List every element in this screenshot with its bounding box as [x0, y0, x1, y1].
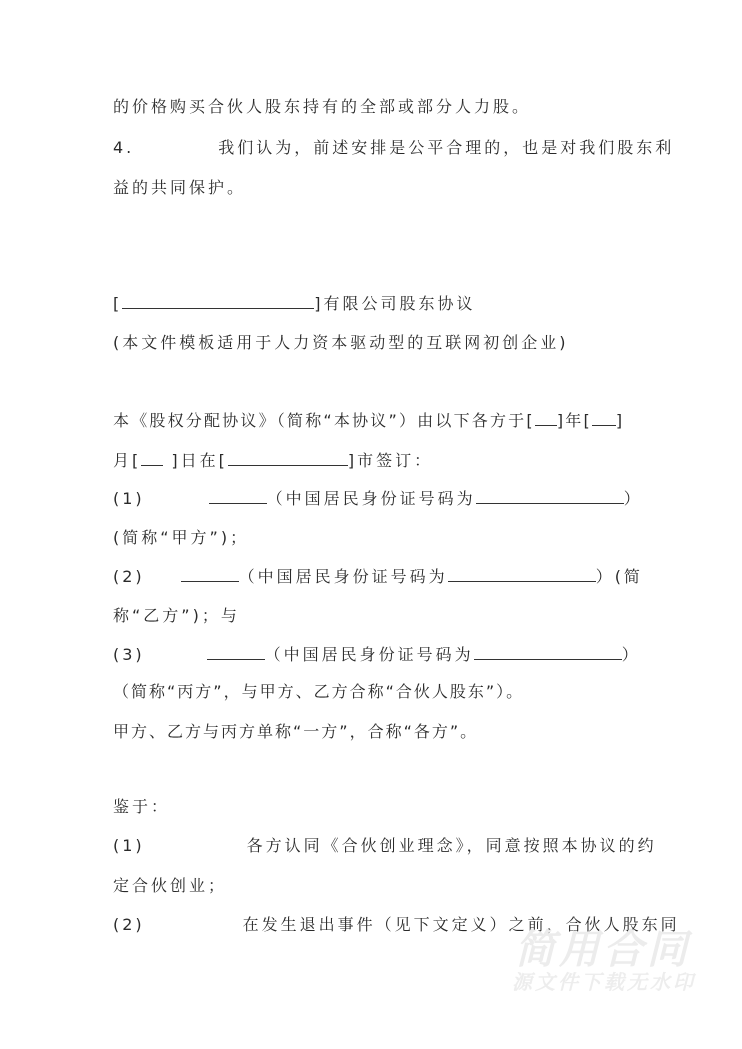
- company-name-blank[interactable]: [122, 293, 314, 309]
- paragraph-text: 我们认为，前述安排是公平合理的，也是对我们股东利: [218, 138, 675, 157]
- party-3-id-blank[interactable]: [474, 644, 622, 660]
- month-blank[interactable]: [592, 410, 616, 426]
- party-number: (3): [113, 645, 145, 664]
- month-label: 月[: [113, 451, 142, 470]
- preamble-text: 本《股权分配协议》（简称“本协议”）由以下各方于[: [113, 411, 535, 430]
- year-blank[interactable]: [535, 410, 557, 426]
- party-2-abbr: 称“乙方”)；与: [113, 606, 240, 625]
- item-number: (2): [113, 915, 145, 934]
- party-number: (2): [113, 567, 145, 586]
- day-label: ]日在[: [163, 451, 228, 470]
- party-2-name-blank[interactable]: [181, 566, 239, 582]
- text-line: 益的共同保护。: [113, 178, 247, 197]
- city-label: ]市签订：: [347, 451, 434, 470]
- party-1: [113, 488, 643, 509]
- party-number: (1): [113, 489, 145, 508]
- numbered-paragraph-4: [113, 138, 674, 158]
- item-number: (1): [113, 836, 145, 855]
- party-id-label: （中国居民身份证号码为: [238, 567, 448, 586]
- preamble-line-2: [113, 450, 433, 471]
- bracket: ）(简: [595, 567, 643, 586]
- party-1-name-blank[interactable]: [209, 488, 267, 504]
- bracket: ）: [621, 645, 641, 664]
- party-1-abbr: (简称“甲方”)；: [113, 528, 250, 547]
- party-id-label: （中国居民身份证号码为: [264, 645, 474, 664]
- bracket: ]: [615, 411, 625, 430]
- day-blank[interactable]: [141, 450, 163, 466]
- party-3-abbr: （简称“丙方”，与甲方、乙方合称“合伙人股东”）。: [113, 682, 525, 701]
- party-2-id-blank[interactable]: [448, 566, 596, 582]
- whereas-item-1: [113, 836, 657, 856]
- party-1-id-blank[interactable]: [476, 488, 624, 504]
- bracket: [: [113, 294, 123, 313]
- agreement-title: [113, 293, 476, 314]
- title-text: ]有限公司股东协议: [314, 294, 476, 313]
- watermark-brand: 简用合同: [515, 927, 691, 973]
- year-label: ]年[: [556, 411, 592, 430]
- parties-summary: 甲方、乙方与丙方单称“一方”，合称“各方”。: [113, 722, 479, 741]
- city-blank[interactable]: [228, 450, 348, 466]
- party-2: [113, 566, 643, 587]
- party-id-label: （中国居民身份证号码为: [266, 489, 476, 508]
- whereas-heading: 鉴于：: [113, 797, 171, 816]
- paragraph-number: 4.: [113, 138, 135, 157]
- watermark-tagline: 源文件下载无水印: [512, 970, 696, 994]
- preamble-line-1: [113, 410, 624, 431]
- whereas-item-1-cont: 定合伙创业；: [113, 876, 228, 895]
- party-3: [113, 644, 641, 665]
- item-text: 在发生退出事件（见下文定义）之前，合伙人股东同: [242, 915, 680, 934]
- item-text: 各方认同《合伙创业理念》，同意按照本协议的约: [246, 836, 657, 855]
- bracket: ）: [623, 489, 643, 508]
- party-3-name-blank[interactable]: [207, 644, 265, 660]
- agreement-subtitle: (本文件模板适用于人力资本驱动型的互联网初创企业): [113, 333, 569, 352]
- text-line: 的价格购买合伙人股东持有的全部或部分人力股。: [113, 97, 532, 116]
